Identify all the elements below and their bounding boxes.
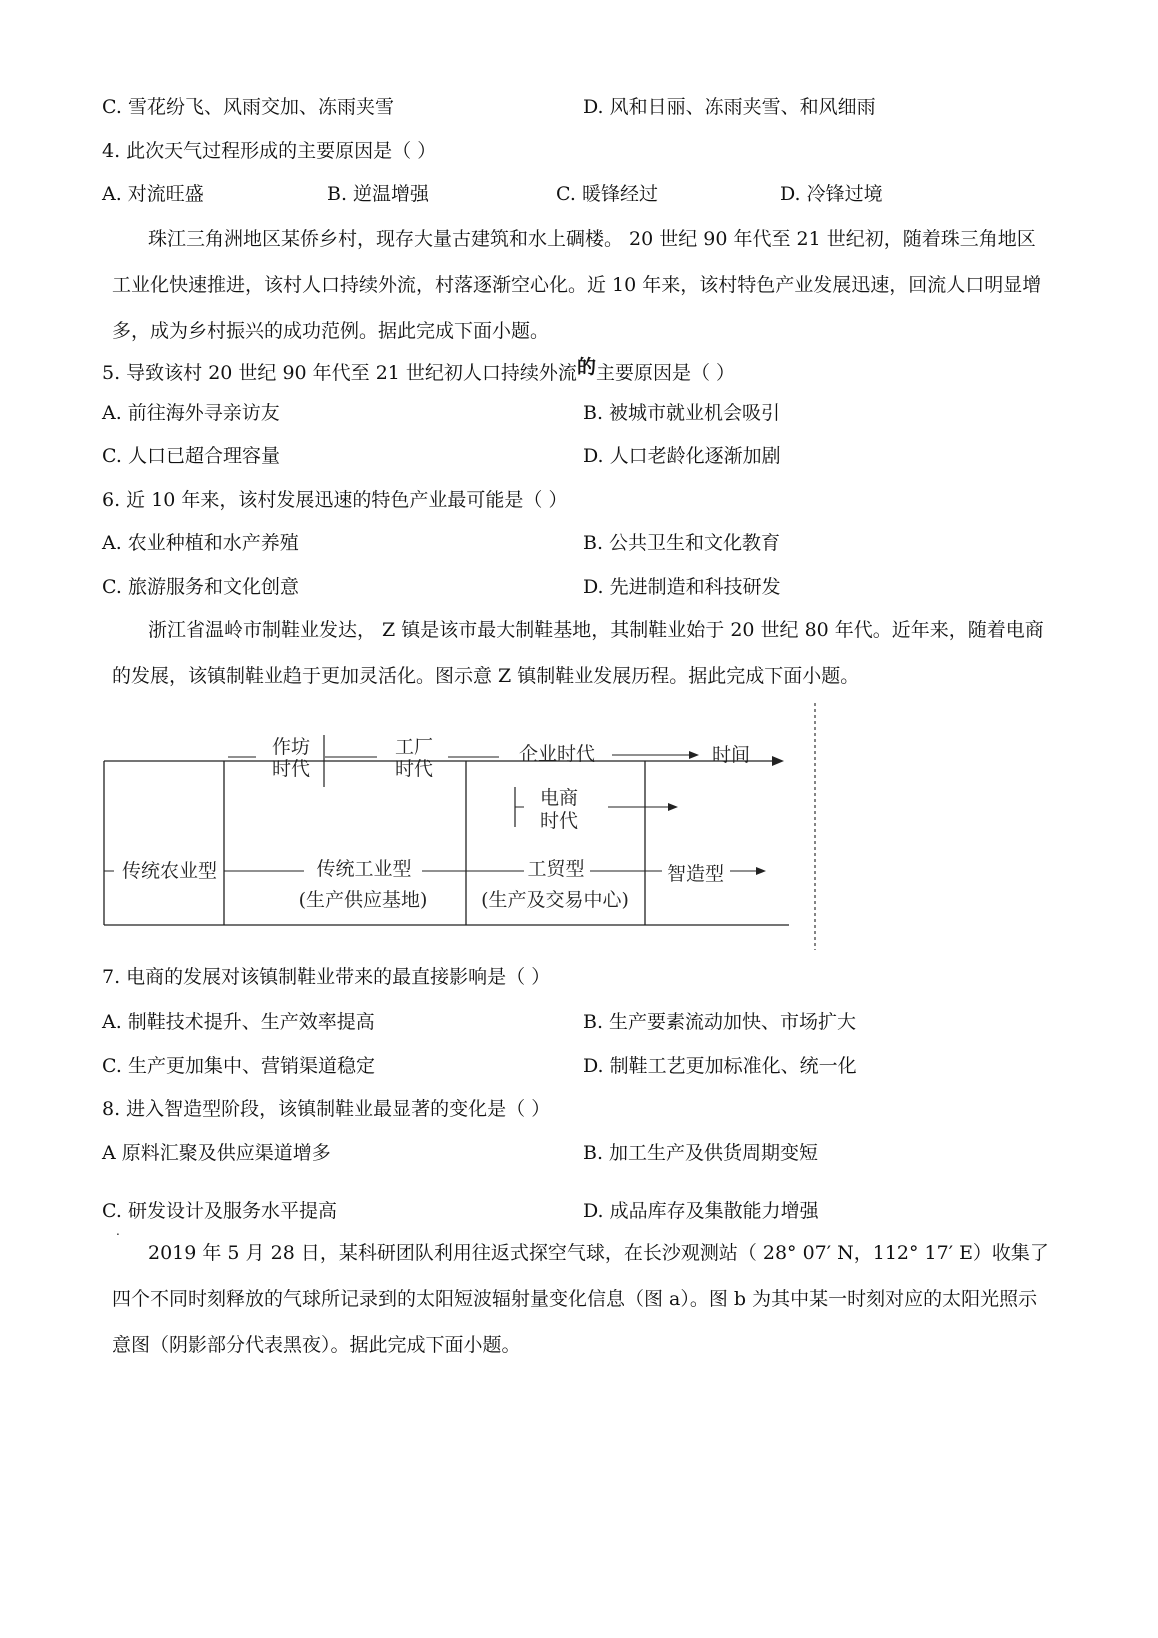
q7-option-c: C. 生产更加集中、营销渠道稳定: [102, 1055, 375, 1077]
smart-arrowhead: [756, 867, 766, 875]
label-workshop-2: 时代: [271, 758, 311, 780]
label-ecommerce-2: 时代: [539, 810, 579, 832]
label-trade-center: (生产及交易中心): [481, 889, 629, 911]
q8-option-d: D. 成品库存及集散能力增强: [583, 1200, 819, 1222]
label-factory-1: 工厂: [394, 736, 434, 758]
label-enterprise: 企业时代: [518, 743, 596, 765]
q6-option-c: C. 旅游服务和文化创意: [102, 576, 299, 598]
q7-stem: 7. 电商的发展对该镇制鞋业带来的最直接影响是（ ）: [102, 966, 551, 988]
label-production-base: (生产供应基地): [298, 889, 428, 911]
q5-stem-pre: 5. 导致该村 20 世纪 90 年代至 21 世纪初人口持续外流: [102, 362, 577, 384]
q5-stem-post: 主要原因是（ ）: [595, 362, 735, 384]
q8-option-a-dot: .: [116, 1224, 120, 1238]
q8-option-a: A 原料汇聚及供应渠道增多: [102, 1142, 331, 1164]
passage-village: 珠江三角洲地区某侨乡村，现存大量古建筑和水上碉楼。 20 世纪 90 年代至 21 世纪初，随着珠三角地区工业化快速推进，该村人口持续外流，村落逐渐空心化。近 10 年来，该村特色产业发展迅速，回流人口明显增多，成为乡村振兴的成功范例。据此完成下面小题。: [112, 228, 1042, 342]
q4-option-a: A. 对流旺盛: [102, 183, 204, 205]
label-time: 时间: [711, 744, 751, 766]
top-axis-arrowhead: [772, 756, 784, 766]
label-factory-2: 时代: [394, 758, 434, 780]
q5-option-c: C. 人口已超合理容量: [102, 445, 280, 467]
q5-stem-de: 的: [576, 356, 596, 378]
passage-shoe-industry: 浙江省温岭市制鞋业发达， Z 镇是该市最大制鞋基地，其制鞋业始于 20 世纪 80 年代。近年来，随着电商的发展，该镇制鞋业趋于更加灵活化。图示意 Z 镇制鞋业发展历程。据此完成下面小题。: [112, 619, 1044, 687]
enterprise-arrowhead: [689, 751, 699, 759]
label-smart-mfg: 智造型: [667, 863, 725, 885]
q4-option-d: D. 冷锋过境: [780, 183, 883, 205]
q6-option-d: D. 先进制造和科技研发: [583, 576, 781, 598]
q6-option-a: A. 农业种植和水产养殖: [102, 532, 299, 554]
q3-option-d: D. 风和日丽、冻雨夹雪、和风细雨: [583, 96, 876, 118]
q4-option-b: B. 逆温增强: [327, 183, 430, 205]
q6-stem: 6. 近 10 年来，该村发展迅速的特色产业最可能是（ ）: [102, 489, 568, 511]
q4-stem: 4. 此次天气过程形成的主要原因是（ ）: [102, 140, 437, 162]
q7-option-b: B. 生产要素流动加快、市场扩大: [583, 1011, 857, 1033]
q5-option-d: D. 人口老龄化逐渐加剧: [583, 445, 781, 467]
q8-option-b: B. 加工生产及供货周期变短: [583, 1142, 819, 1164]
q5-option-a: A. 前往海外寻亲访友: [102, 402, 280, 424]
label-industry-trade: 工贸型: [527, 858, 585, 880]
label-workshop-1: 作坊: [271, 736, 311, 758]
label-traditional-agri: 传统农业型: [122, 860, 218, 882]
q8-option-c: C. 研发设计及服务水平提高: [102, 1200, 337, 1222]
q3-option-c: C. 雪花纷飞、风雨交加、冻雨夹雪: [102, 96, 394, 118]
q5-stem: [102, 356, 735, 386]
ecommerce-arrowhead: [668, 803, 678, 811]
q6-option-b: B. 公共卫生和文化教育: [583, 532, 781, 554]
q7-option-a: A. 制鞋技术提升、生产效率提高: [102, 1011, 375, 1033]
passage-balloon: 2019 年 5 月 28 日，某科研团队利用往返式探空气球，在长沙观测站（ 28° 07′ N，112° 17′ E）收集了四个不同时刻释放的气球所记录到的太阳短波辐射量变化信息（图 a）。图 b 为其中某一时刻对应的太阳光照示意图（阴影部分代表黑夜）。据此完成下面小题。: [112, 1242, 1049, 1356]
q5-option-b: B. 被城市就业机会吸引: [583, 402, 781, 424]
q7-option-d: D. 制鞋工艺更加标准化、统一化: [583, 1055, 857, 1077]
q8-stem: 8. 进入智造型阶段，该镇制鞋业最显著的变化是（ ）: [102, 1098, 551, 1120]
q4-option-c: C. 暖锋经过: [556, 183, 658, 205]
label-ecommerce-1: 电商: [539, 787, 579, 809]
label-traditional-industry: 传统工业型: [316, 858, 412, 880]
